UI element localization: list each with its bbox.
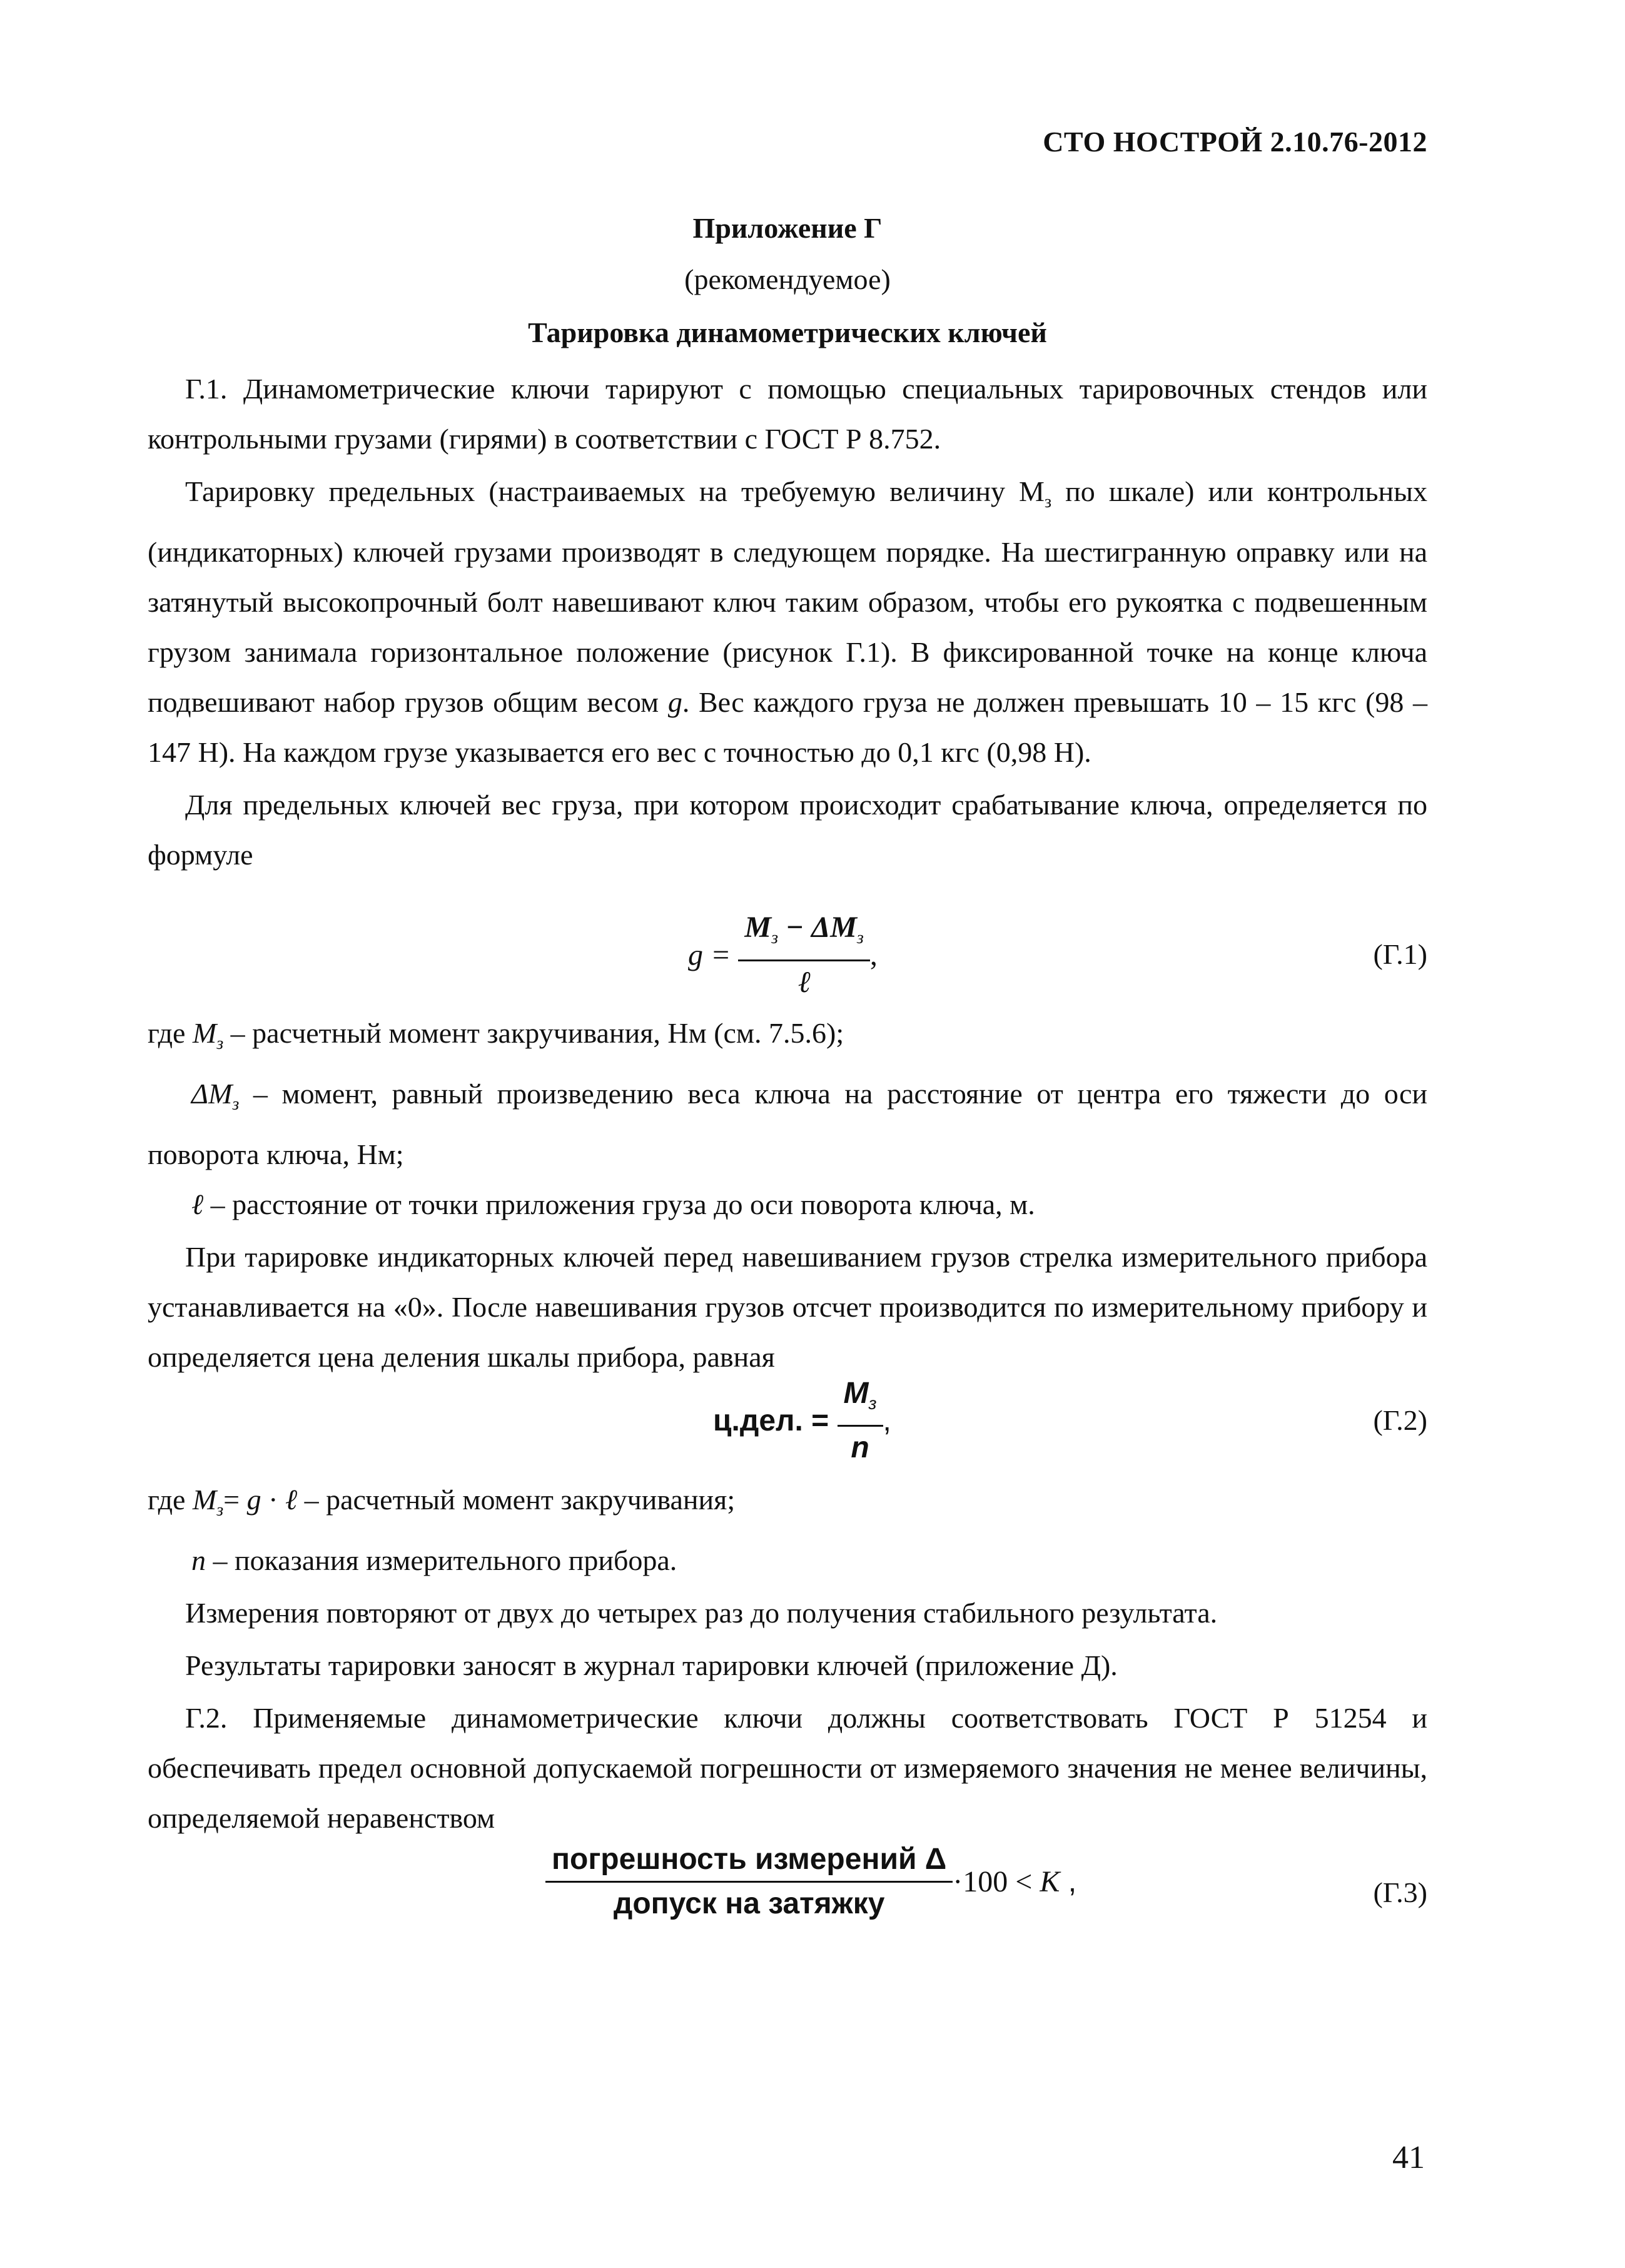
equation-g1-numerator [738,910,869,961]
equation-g2-body [713,1376,891,1466]
where-mz-sub: з [216,1034,224,1053]
equation-g1-num-var: M [744,911,772,944]
paragraph-procedure [148,467,1427,777]
where-delta-mz [148,1069,1427,1180]
where-n-text: – показания измерительного прибора. [206,1544,677,1576]
equation-g3-numerator: погрешность измерений Δ [545,1842,953,1883]
equation-g1-num-sub: з [771,928,779,948]
where-l-var: ℓ [191,1188,204,1220]
equation-g3 [148,1842,1427,1942]
equation-g3-body [545,1842,1076,1921]
paragraph-procedure-part2: по шкале) или контрольных (индикаторных) ключей грузами производят в следующем порядке. На шестигранную оправку или на затянутый высокопрочный болт навешивают ключ таким образом, чтобы его рукоятка с подвешенным грузом занимала горизонтальное положение (рисунок Г.1). В фиксированной точке на конце ключа подвешивают набор грузов общим весом [148,475,1427,718]
where-mz [148,1008,1427,1069]
annex-title: Приложение Г [692,212,883,244]
equation-g2-tail: , [883,1404,891,1437]
equation-g2-fraction [838,1376,883,1466]
equation-g1-num-sub2: з [856,928,864,948]
where-delta-mz-var: ΔМ [191,1078,233,1110]
equation-g1-label: (Г.1) [1373,938,1427,970]
where-mz2-l: ℓ [285,1484,298,1516]
where-mz2-dot: · [261,1484,285,1516]
text-block-1 [148,364,1427,880]
where-mz2-var: М [192,1484,217,1516]
where-l [148,1180,1427,1230]
paragraph-journal: Результаты тарировки заносят в журнал тарировки ключей (приложение Д). [185,1649,1118,1681]
text-block-3 [148,1475,1427,1843]
equation-g3-tail: , [1060,1865,1077,1898]
paragraph-indicator-keys: При тарировке индикаторных ключей перед навешиванием грузов стрелка измерительного прибора устанавливается на «0». После навешивания грузов отсчет производится по измерительному прибору и определяется цена деления шкалы прибора, равная [148,1241,1427,1373]
equation-g3-denominator: допуск на затяжку [613,1887,885,1920]
where-mz2-eq: = [223,1484,247,1516]
where-mz2-g: g [246,1484,261,1516]
subscript-z: з [1044,492,1052,512]
paragraph-repeat: Измерения повторяют от двух до четырех раз до получения стабильного результата. [185,1597,1218,1629]
equation-g1 [148,910,1427,998]
equation-g3-label: (Г.3) [1373,1876,1427,1908]
equation-g3-mid: ·100 < [953,1865,1040,1898]
paragraph-procedure-part1: Тарировку предельных (настраиваемых на требуемую величину М [185,475,1045,507]
equation-g1-fraction [738,910,869,1000]
page-number: 41 [1392,2140,1425,2175]
document-code-header: СТО НОСТРОЙ 2.10.76-2012 [1043,126,1427,158]
equation-g3-k: K [1040,1865,1060,1898]
where-mz-text: – расчетный момент закручивания, Нм (см. 7.5.6); [223,1017,844,1049]
equation-g2-num-sub: з [868,1394,877,1413]
variable-g: g [667,686,682,718]
equation-g2-label: (Г.2) [1373,1404,1427,1436]
equation-g2-lhs: ц.дел. = [713,1404,829,1437]
where-n [148,1536,1427,1586]
equation-g1-lhs: g = [688,938,731,972]
where-mz2-sub: з [216,1501,224,1520]
equation-g2-denominator: n [851,1431,869,1464]
equation-g1-tail: , [869,938,878,972]
where-mz2-prefix: где [148,1484,193,1516]
equation-g2-numerator [838,1376,883,1427]
equation-g1-num-op: − ΔM [778,911,857,944]
equation-g1-body [688,910,878,1000]
paragraph-g1: Г.1. Динамометрические ключи тарируют с помощью специальных тарировочных стендов или контрольными грузами (гирями) в соответствии с ГОСТ Р 8.752. [148,373,1427,455]
where-mz-var: М [192,1017,217,1049]
equation-g2 [148,1376,1427,1464]
paragraph-formula-intro: Для предельных ключей вес груза, при котором происходит срабатывание ключа, определяется по формуле [148,789,1427,871]
where-l-text: – расстояние от точки приложения груза до оси поворота ключа, м. [203,1188,1035,1220]
annex-status: (рекомендуемое) [684,263,891,295]
text-block-2 [148,1008,1427,1382]
where-n-var: n [191,1544,206,1576]
where-mz-prefix: где [148,1017,193,1049]
annex-subject: Тарировка динамометрических ключей [528,316,1047,348]
equation-g3-fraction [545,1842,953,1921]
where-mz2-text: – расчетный момент закручивания; [297,1484,736,1516]
where-delta-mz-text: – момент, равный произведению веса ключа на расстояние от центра его тяжести до оси поворота ключа, Нм; [148,1078,1427,1170]
where-delta-mz-sub: з [232,1095,240,1114]
equation-g2-num-var: M [843,1377,869,1410]
where-mz-2 [148,1475,1427,1536]
equation-g1-denominator: ℓ [797,966,811,999]
paragraph-g2: Г.2. Применяемые динамометрические ключи должны соответствовать ГОСТ Р 51254 и обеспечивать предел основной допускаемой погрешности от измеряемого значения не менее величины, определяемой неравенством [148,1702,1427,1834]
paragraph-procedure-part3: . Вес каждого груза не должен превышать 10 – 15 кгс (98 – 147 Н). На каждом грузе указывается его вес с точностью до 0,1 кгс (0,98 Н). [148,686,1428,768]
